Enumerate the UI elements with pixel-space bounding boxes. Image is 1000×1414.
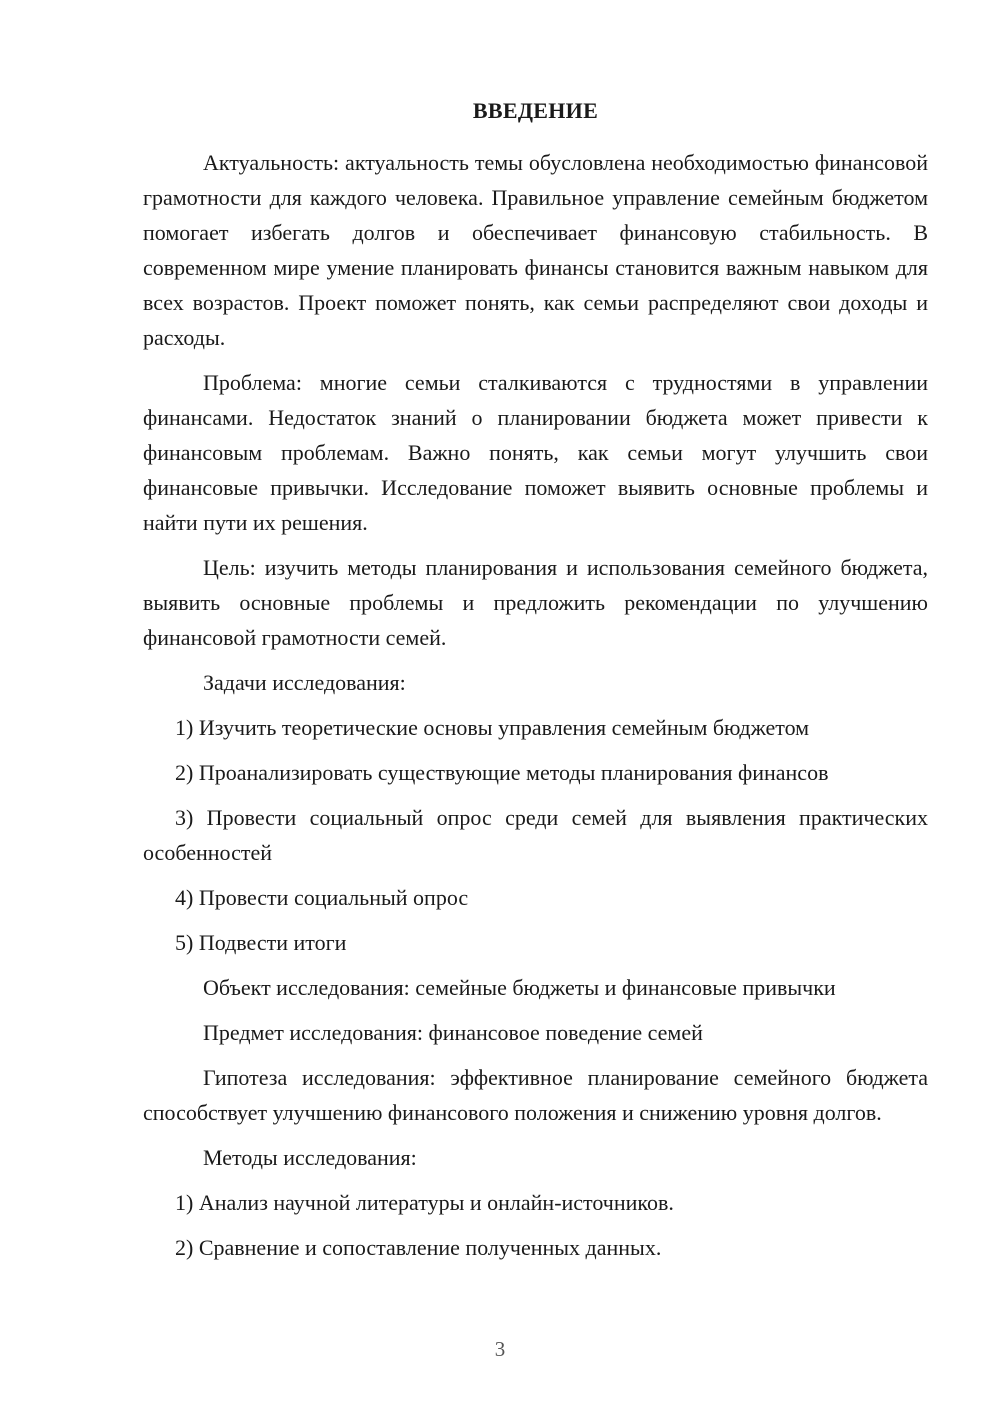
method-item: 1) Анализ научной литературы и онлайн-источников. bbox=[175, 1190, 674, 1215]
page-content bbox=[143, 96, 928, 1265]
task-item: 5) Подвести итоги bbox=[175, 930, 347, 955]
task-item: 1) Изучить теоретические основы управления семейным бюджетом bbox=[175, 715, 810, 740]
task-item: 4) Провести социальный опрос bbox=[175, 885, 469, 910]
page-number: 3 bbox=[494, 1337, 506, 1361]
task-item: 3) Провести социальный опрос среди семей для выявления практических особенностей bbox=[143, 805, 928, 865]
method-item: 2) Сравнение и сопоставление полученных данных. bbox=[175, 1235, 662, 1260]
goal-paragraph: Цель: изучить методы планирования и использования семейного бюджета, выявить основные проблемы и предложить рекомендации по улучшению финансовой грамотности семей. bbox=[143, 555, 928, 650]
subject-paragraph: Предмет исследования: финансовое поведение семей bbox=[203, 1020, 703, 1045]
object-paragraph: Объект исследования: семейные бюджеты и финансовые привычки bbox=[203, 975, 836, 1000]
tasks-heading: Задачи исследования: bbox=[203, 670, 406, 695]
section-title: ВВЕДЕНИЕ bbox=[472, 98, 599, 123]
task-item: 2) Проанализировать существующие методы планирования финансов bbox=[175, 760, 829, 785]
methods-heading: Методы исследования: bbox=[203, 1145, 417, 1170]
relevance-paragraph: Актуальность: актуальность темы обусловлена необходимостью финансовой грамотности для каждого человека. Правильное управление семейным бюджетом помогает избегать долгов и обеспечивает финансовую стабильность. В современном мире умение планировать финансы становится важным навыком для всех возрастов. Проект поможет понять, как семьи распределяют свои доходы и расходы. bbox=[143, 150, 928, 350]
hypothesis-paragraph: Гипотеза исследования: эффективное планирование семейного бюджета способствует улучшению финансового положения и снижению уровня долгов. bbox=[143, 1065, 928, 1125]
problem-paragraph: Проблема: многие семьи сталкиваются с трудностями в управлении финансами. Недостаток знаний о планировании бюджета может привести к финансовым проблемам. Важно понять, как семьи могут улучшить свои финансовые привычки. Исследование поможет выявить основные проблемы и найти пути их решения. bbox=[143, 370, 928, 535]
